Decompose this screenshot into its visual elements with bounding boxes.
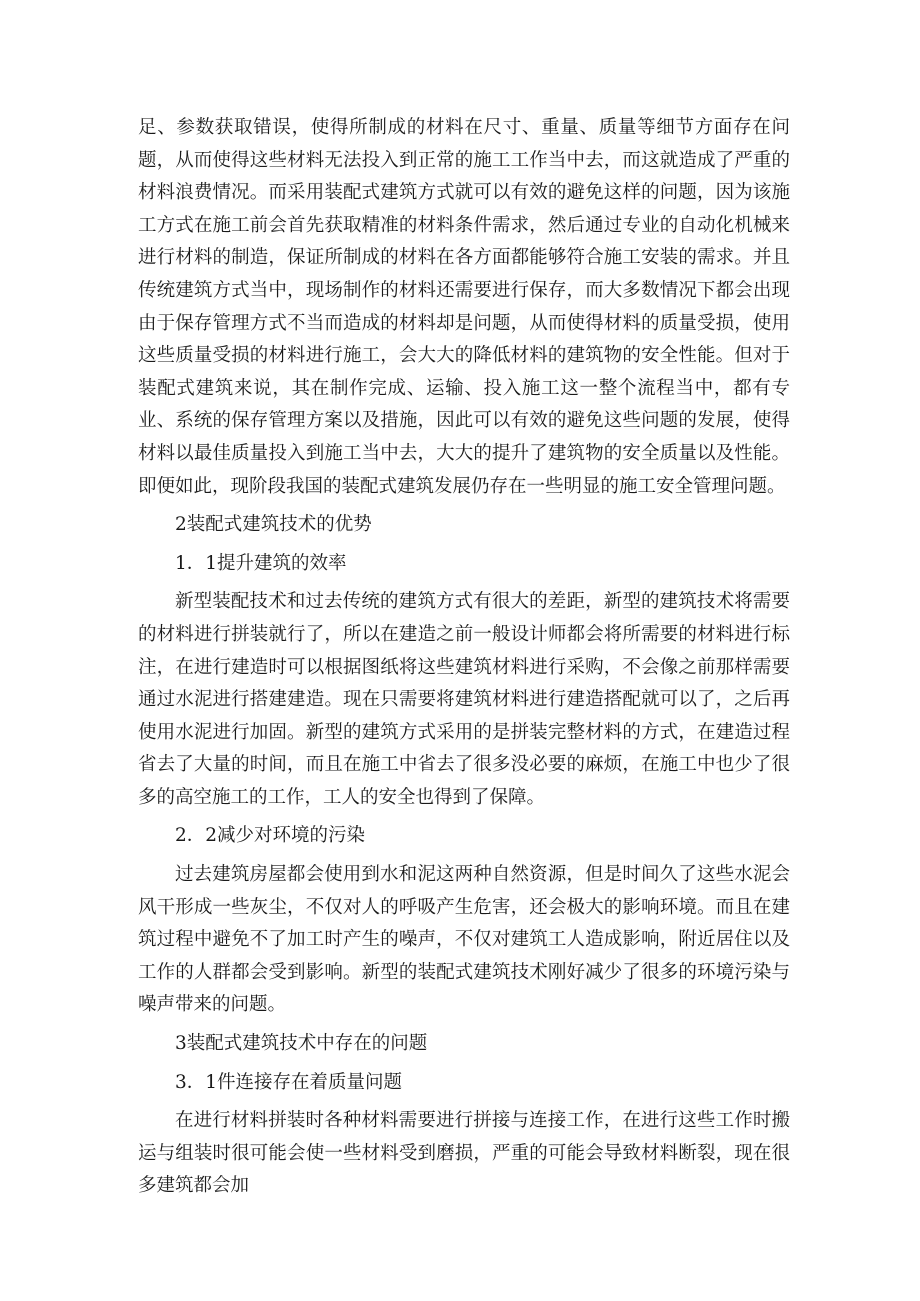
subsection-heading: 2．2减少对环境的污染 [175, 825, 366, 847]
body-paragraph: 在进行材料拼装时各种材料需要进行拼接与连接工作，在进行这些工作时搬运与组装时很可能会使一些材料受到磨损，严重的可能会导致材料断裂，现在很多建筑都会加 [138, 1110, 790, 1197]
document-page [138, 112, 790, 1203]
body-paragraph: 过去建筑房屋都会使用到水和泥这两种自然资源，但是时间久了这些水泥会风干形成一些灰尘，不仅对人的呼吸产生危害，还会极大的影响环境。而且在建筑过程中避免不了加工时产生的噪声，不仅对建筑工人造成影响，附近居住以及工作的人群都会受到影响。新型的装配式建筑技术刚好减少了很多的环境污染与噪声带来的问题。 [138, 864, 790, 1016]
subsection-heading: 1．1提升建筑的效率 [175, 552, 347, 574]
section-heading: 2装配式建筑技术的优势 [175, 514, 372, 536]
section-heading: 3装配式建筑技术中存在的问题 [175, 1033, 428, 1055]
body-paragraph: 足、参数获取错误，使得所制成的材料在尺寸、重量、质量等细节方面存在问题，从而使得这些材料无法投入到正常的施工工作当中去，而这就造成了严重的材料浪费情况。而采用装配式建筑方式就可以有效的避免这样的问题，因为该施工方式在施工前会首先获取精准的材料条件需求，然后通过专业的自动化机械来进行材料的制造，保证所制成的材料在各方面都能够符合施工安装的需求。并且传统建筑方式当中，现场制作的材料还需要进行保存，而大多数情况下都会出现由于保存管理方式不当而造成的材料却是问题，从而使得材料的质量受损，使用这些质量受损的材料进行施工，会大大的降低材料的建筑物的安全性能。但对于装配式建筑来说，其在制作完成、运输、投入施工这一整个流程当中，都有专业、系统的保存管理方案以及措施，因此可以有效的避免这些问题的发展，使得材料以最佳质量投入到施工当中去，大大的提升了建筑物的安全质量以及性能。即便如此，现阶段我国的装配式建筑发展仍存在一些明显的施工安全管理问题。 [138, 117, 790, 497]
body-paragraph: 新型装配技术和过去传统的建筑方式有很大的差距，新型的建筑技术将需要的材料进行拼装就行了，所以在建造之前一般设计师都会将所需要的材料进行标注，在进行建造时可以根据图纸将这些建筑材料进行采购，不会像之前那样需要通过水泥进行搭建建造。现在只需要将建筑材料进行建造搭配就可以了，之后再使用水泥进行加固。新型的建筑方式采用的是拼装完整材料的方式，在建造过程省去了大量的时间，而且在施工中省去了很多没必要的麻烦，在施工中也少了很多的高空施工的工作，工人的安全也得到了保障。 [138, 591, 790, 808]
subsection-heading: 3．1件连接存在着质量问题 [175, 1071, 403, 1093]
